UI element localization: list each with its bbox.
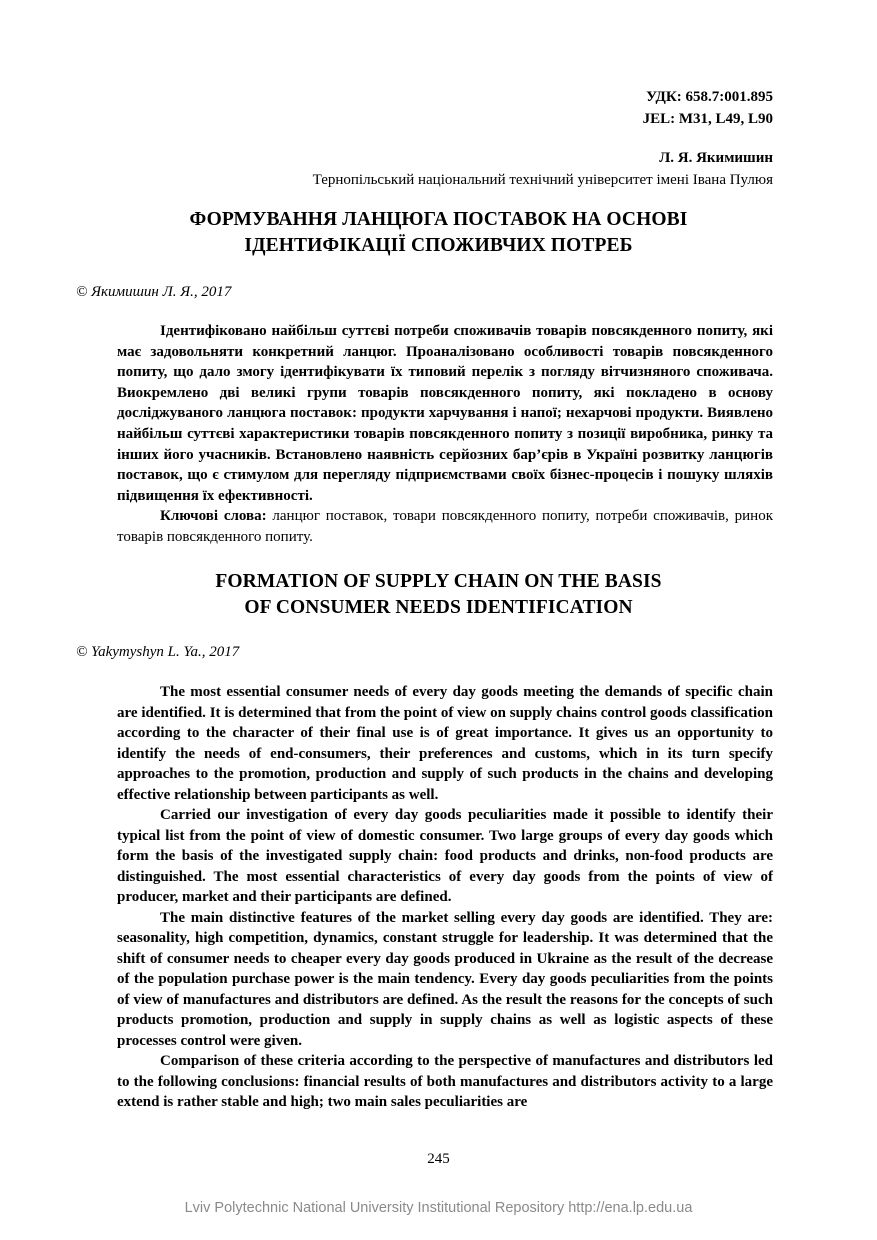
abstract-ukrainian-text: Ідентифіковано найбільш суттєві потреби споживачів товарів повсякденного попиту, які має задовольняти конкретний ланцюг. Проаналізовано особливості товарів повсякденного попиту, що дало змогу ідентифікувати їх типовий перелік з погляду вітчизняного споживача. Виокремлено дві великі групи товарів повсякденного попиту, які покладено в основу досліджуваного ланцюга поставок: продукти харчування і напої; нехарчові продукти. Виявлено найбільш суттєві характеристики товарів повсякденного попиту з позиції виробника, ринку та інших його учасників. Встановлено наявність серйозних бар’єрів в Україні розвитку ланцюгів поставок, що є стимулом для перегляду підприємствами своїх бізнес-процесів і пошуку шляхів підвищення їх ефективності. [117, 323, 773, 504]
title-ukrainian-line2: ІДЕНТИФІКАЦІЇ СПОЖИВЧИХ ПОТРЕБ [244, 235, 633, 256]
keywords-text: ланцюг поставок, товари повсякденного попиту, потреби споживачів, ринок товарів повсякденного попиту. [117, 508, 773, 545]
author-name: Л. Я. Якимишин [659, 150, 773, 166]
abstract-english-paragraph: Carried our investigation of every day goods peculiarities made it possible to identify their typical list from the point of view of domestic consumer. Two large groups of every day goods which form the basis of the investigated supply chain: food products and drinks, non-food products are distinguished. The most essential characteristics of every day goods from the points of view of producer, market and their participants are defined. [117, 807, 773, 905]
copyright-english: © Yakymyshyn L. Ya., 2017 [76, 644, 240, 660]
page-number: 245 [427, 1151, 450, 1167]
author-block [313, 147, 773, 191]
keywords-label: Ключові слова: [160, 508, 267, 525]
abstract-english-paragraph: The main distinctive features of the market selling every day goods are identified. They are: seasonality, high competition, dynamics, constant struggle for leadership. It was determined that the shift of consumer needs to cheaper every day goods produced in Ukraine as the result of the decrease of the population purchase power is the main tendency. Every day goods peculiarities from the points of view of manufactures and distributors are defined. As the result the reasons for the concepts of such products promotion, production and supply in supply chains as well as logistic aspects of these processes control were given. [117, 909, 773, 1049]
title-english [100, 569, 777, 621]
abstract-ukrainian [117, 321, 773, 548]
author-affiliation: Тернопільський національний технічний університет імені Івана Пулюя [312, 172, 773, 188]
abstract-english-paragraph: The most essential consumer needs of every day goods meeting the demands of specific chain are identified. It is determined that from the point of view on supply chains control goods classification according to the character of their final use is of great importance. It gives us an opportunity to identify the needs of end-consumers, their preferences and customs, which in its turn specify approaches to the promotion, production and supply of such products in the chains and developing effective relationship between participants as well. [117, 684, 773, 803]
title-english-line2: OF CONSUMER NEEDS IDENTIFICATION [244, 597, 633, 618]
repository-footer: Lviv Polytechnic National University Institutional Repository http://ena.lp.edu.ua [184, 1200, 693, 1216]
udk-code: УДК: 658.7:001.895 [646, 89, 773, 105]
abstract-english-paragraph: Comparison of these criteria according to the perspective of manufactures and distributors led to the following conclusions: financial results of both manufactures and distributors activity to a large extend is rather stable and high; two main sales peculiarities are [117, 1053, 773, 1110]
title-ukrainian-line1: ФОРМУВАННЯ ЛАНЦЮГА ПОСТАВОК НА ОСНОВІ [189, 209, 688, 230]
title-ukrainian [100, 207, 777, 259]
jel-code: JEL: M31, L49, L90 [642, 111, 773, 127]
title-english-line1: FORMATION OF SUPPLY CHAIN ON THE BASIS [215, 571, 662, 592]
copyright-ukrainian: © Якимишин Л. Я., 2017 [76, 284, 232, 300]
abstract-english [117, 682, 773, 1113]
keywords-ukrainian [117, 506, 773, 547]
classification-codes [643, 86, 773, 130]
